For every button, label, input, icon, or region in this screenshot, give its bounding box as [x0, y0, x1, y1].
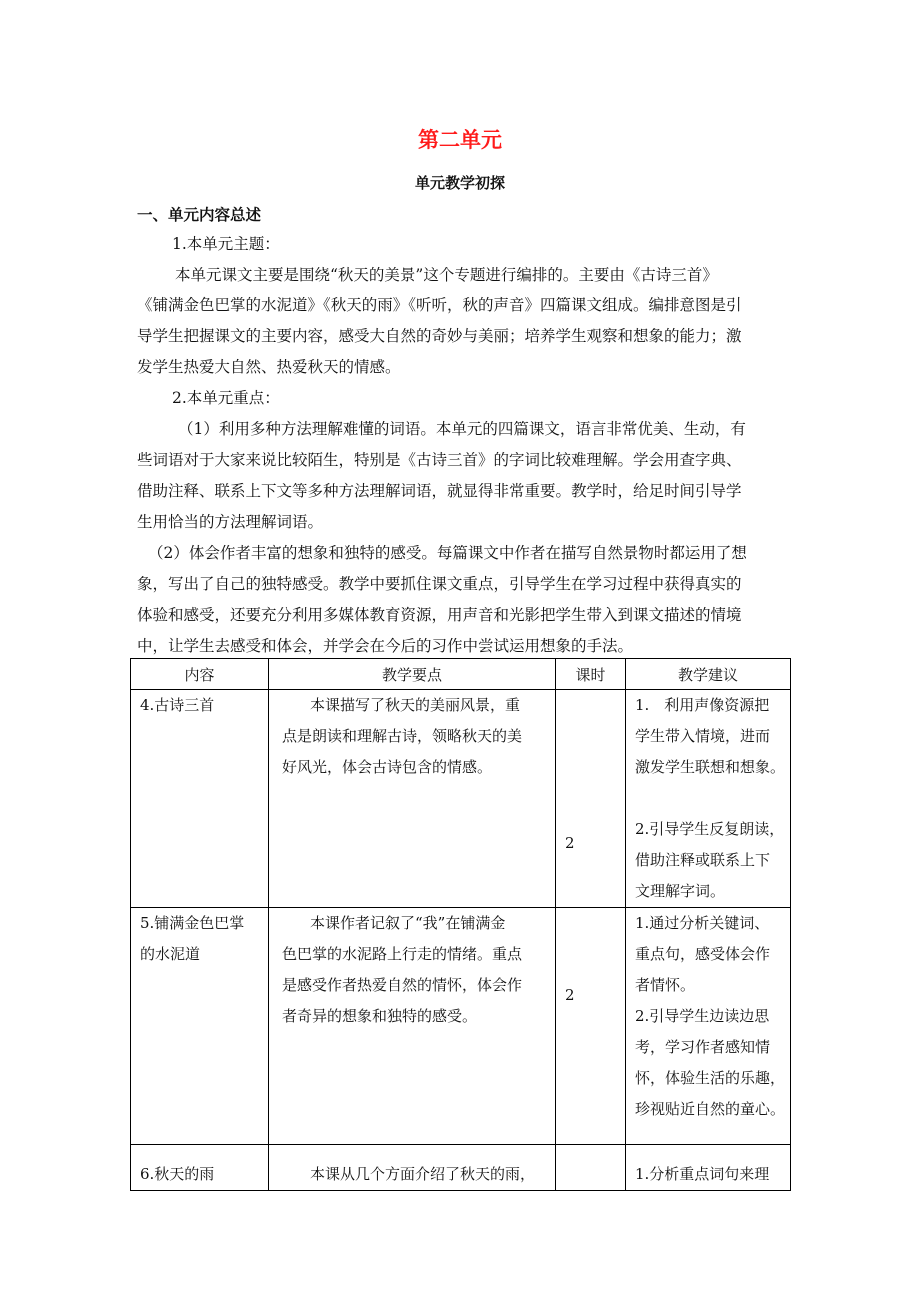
cell-line: 本课作者记叙了“我”在铺满金	[310, 914, 506, 932]
text-line: （2）体会作者丰富的想象和独特的感受。每篇课文中作者在描写自然景物时都运用了想	[148, 544, 747, 562]
table-row	[131, 908, 791, 1145]
cell-line: 重点句，感受体会作	[635, 945, 771, 963]
cell-line: 考，学习作者感知情	[635, 1038, 771, 1056]
cell-line: 怀，体验生活的乐趣，	[635, 1069, 786, 1087]
text-line: （1）利用多种方法理解难懂的词语。本单元的四篇课文，语言非常优美、生动，有	[178, 420, 746, 438]
cell-points	[269, 690, 556, 908]
cell-line: 学生带入情境，进而	[635, 727, 771, 745]
cell-line: 的水泥道	[140, 945, 201, 963]
focus-heading: 2.本单元重点：	[172, 389, 280, 407]
cell-line: 者奇异的想象和独特的感受。	[282, 1007, 478, 1025]
text-line: 《铺满金色巴掌的水泥道》《秋天的雨》《听听，秋的声音》四篇课文组成。编排意图是引	[137, 296, 742, 314]
table-row	[131, 1145, 791, 1191]
cell-line: 1.分析重点词句来理	[635, 1165, 770, 1183]
section-heading: 一、单元内容总述	[137, 206, 262, 224]
cell-line	[635, 783, 790, 814]
text-line: 体验和感受，还要充分利用多媒体教育资源，用声音和光影把学生带入到课文描述的情境	[137, 606, 742, 624]
header-points: 教学要点	[269, 659, 556, 690]
cell-hours	[556, 1145, 626, 1191]
cell-line: 5.铺满金色巴掌	[140, 914, 245, 932]
cell-line: 2.引导学生反复朗读，	[635, 820, 785, 838]
cell-line: 色巴掌的水泥路上行走的情绪。重点	[282, 945, 523, 963]
text-line: 象，写出了自己的独特感受。教学中要抓住课文重点，引导学生在学习过程中获得真实的	[137, 575, 742, 593]
document-title: 第二单元	[418, 128, 502, 152]
lesson-table	[130, 658, 791, 1191]
text-line: 导学生把握课文的主要内容，感受大自然的奇妙与美丽；培养学生观察和想象的能力；激	[137, 327, 742, 345]
cell-line: 者情怀。	[635, 976, 696, 994]
cell-line: 2	[565, 986, 575, 1004]
cell-line: 1.通过分析关键词、	[635, 914, 770, 932]
cell-line: 激发学生联想和想象。	[635, 758, 786, 776]
cell-content	[131, 690, 269, 908]
cell-content	[131, 908, 269, 1145]
cell-line: 是感受作者热爱自然的情怀，体会作	[282, 976, 523, 994]
cell-line: 珍视贴近自然的童心。	[635, 1100, 786, 1118]
cell-line: 本课从几个方面介绍了秋天的雨，	[310, 1165, 536, 1183]
table-header-row	[131, 659, 791, 690]
header-hours: 课时	[556, 659, 626, 690]
text-line: 些词语对于大家来说比较陌生，特别是《古诗三首》的字词比较难理解。学会用查字典、	[137, 451, 742, 469]
cell-line: 2.引导学生边读边思	[635, 1007, 770, 1025]
cell-points	[269, 1145, 556, 1191]
cell-hours	[556, 908, 626, 1145]
cell-line: 6.秋天的雨	[140, 1165, 215, 1183]
text-line: 借助注释、联系上下文等多种方法理解词语，就显得非常重要。教学时，给足时间引导学	[137, 482, 742, 500]
table-row	[131, 690, 791, 908]
cell-line: 文理解字词。	[635, 882, 726, 900]
cell-points	[269, 908, 556, 1145]
cell-hours	[556, 690, 626, 908]
text-line: 发学生热爱大自然、热爱秋天的情感。	[137, 358, 401, 376]
header-content: 内容	[131, 659, 269, 690]
cell-advice	[626, 1145, 791, 1191]
text-line: 生用恰当的方法理解词语。	[137, 513, 324, 531]
header-advice: 教学建议	[626, 659, 791, 690]
cell-line: 好风光，体会古诗包含的情感。	[282, 758, 493, 776]
cell-line: 借助注释或联系上下	[635, 851, 771, 869]
cell-line: 本课描写了秋天的美丽风景，重	[310, 696, 521, 714]
cell-line: 点是朗读和理解古诗，领略秋天的美	[282, 727, 523, 745]
text-line: 本单元课文主要是围绕“秋天的美景”这个专题进行编排的。主要由《古诗三首》	[175, 266, 718, 284]
text-line: 中，让学生去感受和体会，并学会在今后的习作中尝试运用想象的手法。	[137, 637, 634, 655]
cell-advice	[626, 690, 791, 908]
cell-line: 1. 利用声像资源把	[635, 696, 770, 714]
cell-content	[131, 1145, 269, 1191]
theme-heading: 1.本单元主题：	[172, 235, 280, 253]
cell-line: 4.古诗三首	[140, 696, 215, 714]
cell-line: 2	[565, 834, 575, 852]
cell-advice	[626, 908, 791, 1145]
document-subtitle: 单元教学初探	[414, 174, 505, 192]
